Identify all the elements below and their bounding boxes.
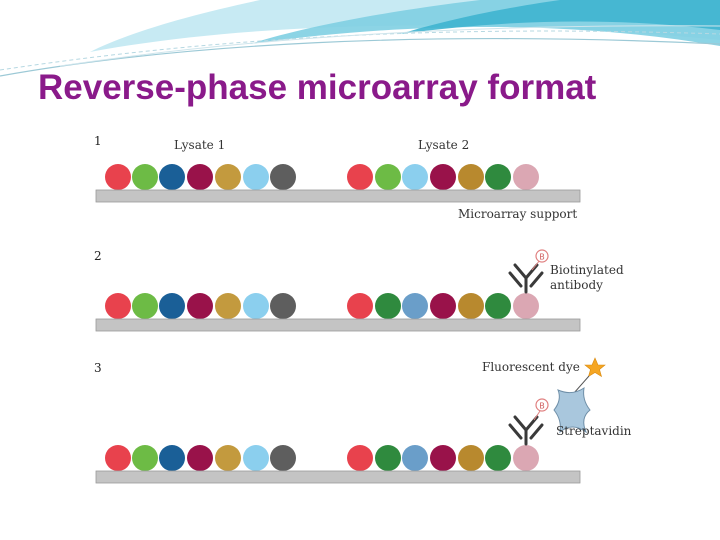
panel-2 <box>94 249 624 331</box>
microarray-figure <box>84 128 640 488</box>
spot <box>430 293 456 319</box>
biotinylated-antibody <box>510 250 548 292</box>
spot <box>402 293 428 319</box>
lysate-1-spots <box>105 445 296 471</box>
microarray-support-slide <box>96 319 580 331</box>
spot <box>215 293 241 319</box>
microarray-support-slide <box>96 471 580 483</box>
lysate-2-spots <box>347 445 539 471</box>
lysate-1-spots <box>105 293 296 319</box>
microarray-support-slide <box>96 190 580 202</box>
lysate-2-spots <box>347 164 539 190</box>
spot <box>132 164 158 190</box>
spot <box>159 445 185 471</box>
fluorescent-dye-star-icon <box>585 358 605 377</box>
spot <box>402 445 428 471</box>
spot <box>215 445 241 471</box>
spot <box>402 164 428 190</box>
panel-1-number: 1 <box>94 134 102 148</box>
spot <box>187 445 213 471</box>
spot <box>458 293 484 319</box>
spot <box>243 293 269 319</box>
fluorescent-dye-label: Fluorescent dye <box>482 360 580 374</box>
spot <box>347 164 373 190</box>
biotinylated-antibody <box>510 399 548 444</box>
spot <box>347 445 373 471</box>
spot <box>347 293 373 319</box>
spot <box>375 164 401 190</box>
panel-2-number: 2 <box>94 249 102 263</box>
spot <box>513 164 539 190</box>
lysate-1-spots <box>105 164 296 190</box>
biotin-letter: B <box>539 252 545 262</box>
spot <box>430 445 456 471</box>
spot <box>485 445 511 471</box>
spot <box>187 164 213 190</box>
spot <box>430 164 456 190</box>
spot <box>132 293 158 319</box>
streptavidin-label: Streptavidin <box>556 424 632 438</box>
spot <box>513 293 539 319</box>
spot <box>485 293 511 319</box>
spot <box>243 164 269 190</box>
lysate-1-label: Lysate 1 <box>174 138 226 152</box>
spot <box>105 293 131 319</box>
slide-title: Reverse-phase microarray format <box>38 68 597 107</box>
spot <box>375 293 401 319</box>
microarray-support-label: Microarray support <box>458 207 578 221</box>
spot <box>243 445 269 471</box>
spot <box>187 293 213 319</box>
spot <box>159 164 185 190</box>
spot <box>485 164 511 190</box>
panel-1 <box>94 134 580 221</box>
spot <box>375 445 401 471</box>
spot <box>159 293 185 319</box>
spot <box>270 164 296 190</box>
panel-3 <box>94 358 632 483</box>
antibody-label: antibody <box>550 278 603 292</box>
spot <box>270 445 296 471</box>
spot <box>105 445 131 471</box>
spot <box>458 445 484 471</box>
spot <box>458 164 484 190</box>
spot <box>215 164 241 190</box>
lysate-2-spots <box>347 293 539 319</box>
spot <box>513 445 539 471</box>
lysate-2-label: Lysate 2 <box>418 138 470 152</box>
biotin-letter: B <box>539 401 545 411</box>
biotinylated-label: Biotinylated <box>550 263 624 277</box>
spot <box>105 164 131 190</box>
microarray-diagram <box>84 128 640 488</box>
panel-3-number: 3 <box>94 361 102 375</box>
spot <box>270 293 296 319</box>
spot <box>132 445 158 471</box>
